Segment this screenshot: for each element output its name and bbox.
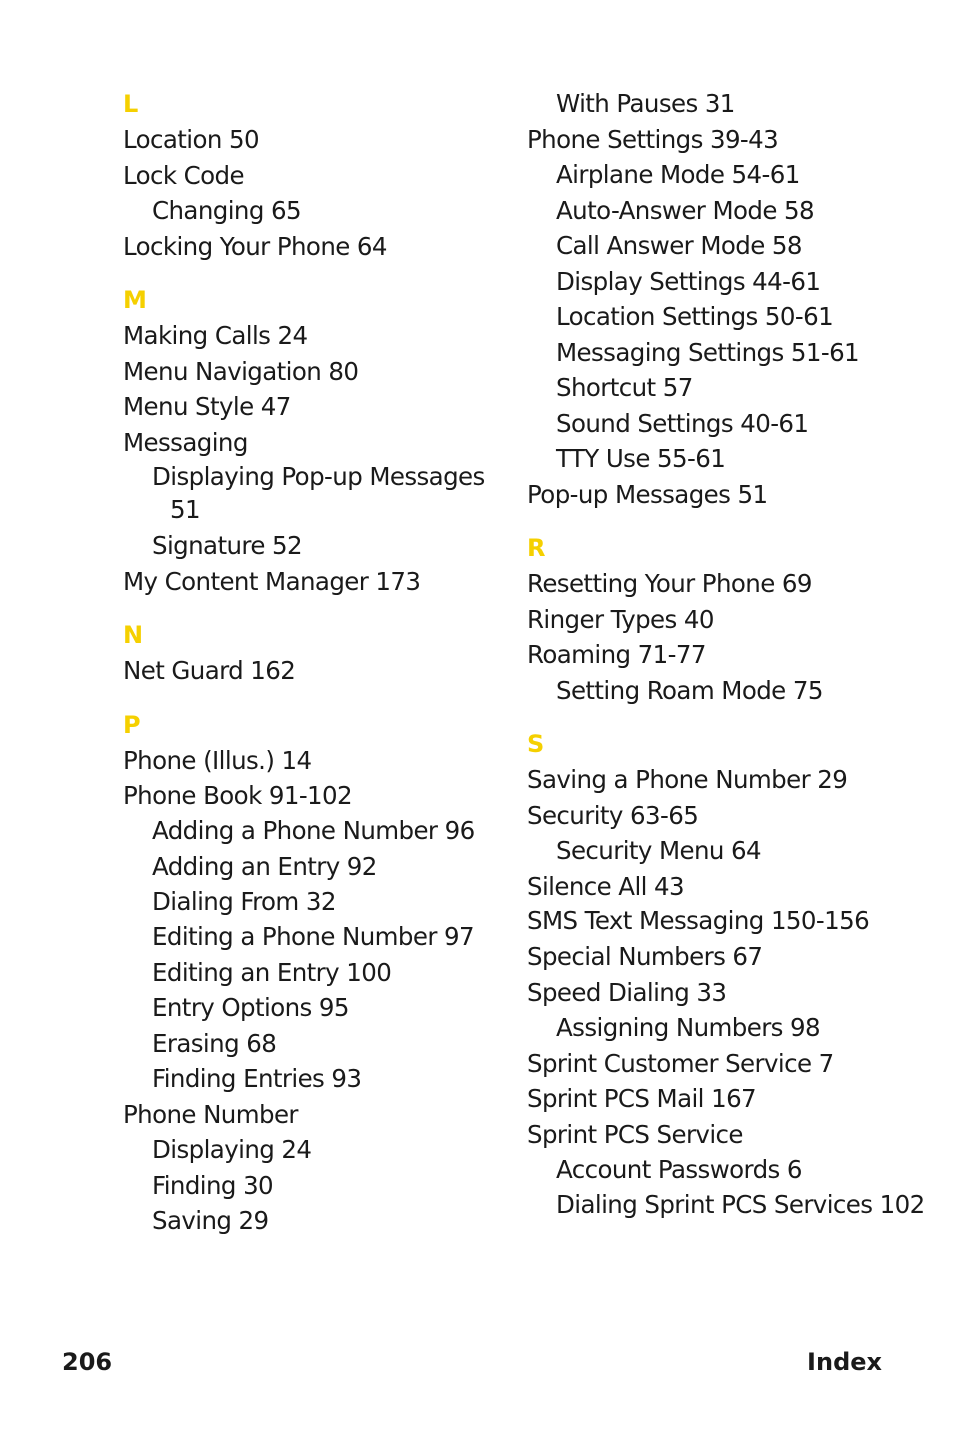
index-subentry: Saving 29	[152, 1206, 269, 1235]
index-entry: Speed Dialing 33	[527, 977, 727, 1007]
index-subentry: Setting Roam Mode 75	[556, 675, 823, 705]
index-subentry: Displaying 24	[152, 1135, 312, 1164]
index-letter-heading: M	[123, 286, 147, 314]
index-subentry: TTY Use 55-61	[556, 444, 726, 473]
index-subentry: Erasing 68	[152, 1028, 277, 1058]
index-entry: Silence All 43	[527, 871, 685, 901]
index-subentry: Shortcut 57	[556, 373, 693, 402]
index-entry: Phone Book 91-102	[123, 781, 353, 810]
index-column-right	[527, 86, 927, 1223]
section-gap	[527, 512, 927, 530]
index-entry: Menu Navigation 80	[123, 356, 359, 386]
index-subentry: Auto-Answer Mode 58	[556, 195, 814, 225]
index-entry: Location 50	[123, 125, 259, 154]
index-subentry: Editing a Phone Number 97	[152, 921, 474, 951]
index-subentry: Call Answer Mode 58	[556, 231, 802, 260]
index-entry: Security 63-65	[527, 800, 699, 830]
index-entry: Saving a Phone Number 29	[527, 765, 848, 794]
index-subentry: Assigning Numbers 98	[556, 1013, 820, 1042]
index-entry: Resetting Your Phone 69	[527, 569, 812, 598]
index-entry: My Content Manager 173	[123, 566, 421, 596]
index-subentry: Adding an Entry 92	[152, 851, 377, 881]
index-entry: Locking Your Phone 64	[123, 231, 387, 261]
index-subentry: Dialing From 32	[152, 887, 336, 916]
index-subentry: Displaying Pop-up Messages 51	[152, 462, 485, 524]
index-entry: Roaming 71-77	[527, 640, 706, 669]
index-entry: Phone (Illus.) 14	[123, 745, 312, 775]
index-entry: Net Guard 162	[123, 656, 296, 685]
section-gap	[527, 708, 927, 726]
page-number: 206	[62, 1348, 113, 1376]
index-subentry: Location Settings 50-61	[556, 302, 834, 331]
index-letter-heading: P	[123, 710, 141, 739]
index-letter-heading: R	[527, 534, 546, 562]
index-subentry: Changing 65	[152, 196, 301, 225]
index-entry: Making Calls 24	[123, 321, 308, 350]
index-entry: Sprint PCS Service	[527, 1119, 743, 1149]
index-column-left	[123, 86, 513, 1239]
section-name: Index	[807, 1348, 882, 1376]
index-subentry: Editing an Entry 100	[152, 957, 392, 987]
index-subentry: Finding 30	[152, 1170, 274, 1200]
section-gap	[123, 264, 513, 282]
index-entry: Menu Style 47	[123, 392, 291, 421]
index-subentry: Signature 52	[152, 531, 302, 560]
index-entry: Ringer Types 40	[527, 604, 714, 634]
index-subentry: Display Settings 44-61	[556, 266, 821, 296]
index-subentry: Sound Settings 40-61	[556, 408, 809, 438]
index-entry: Messaging	[123, 427, 248, 457]
section-gap	[123, 599, 513, 617]
index-entry: Lock Code	[123, 160, 244, 190]
index-subentry: Account Passwords 6	[556, 1155, 802, 1184]
section-gap	[123, 689, 513, 707]
index-subentry: Dialing Sprint PCS Services 102	[556, 1189, 925, 1219]
index-subentry: Finding Entries 93	[152, 1064, 362, 1093]
index-subentry: Airplane Mode 54-61	[556, 160, 800, 189]
index-subentry: With Pauses 31	[556, 89, 735, 118]
index-subentry: Security Menu 64	[556, 836, 762, 865]
index-subentry: Adding a Phone Number 96	[152, 815, 475, 845]
index-entry: SMS Text Messaging 150-156	[527, 906, 870, 935]
index-entry: Special Numbers 67	[527, 942, 763, 971]
index-letter-heading: N	[123, 621, 144, 649]
index-letter-heading: S	[527, 730, 545, 758]
index-entry: Phone Settings 39-43	[527, 124, 779, 154]
index-subentry: Messaging Settings 51-61	[556, 337, 860, 367]
index-entry: Sprint PCS Mail 167	[527, 1084, 757, 1113]
index-letter-heading: L	[123, 90, 139, 118]
index-entry: Phone Number	[123, 1099, 298, 1129]
index-entry: Pop-up Messages 51	[527, 479, 768, 509]
index-entry: Sprint Customer Service 7	[527, 1048, 834, 1078]
index-subentry: Entry Options 95	[152, 993, 349, 1022]
